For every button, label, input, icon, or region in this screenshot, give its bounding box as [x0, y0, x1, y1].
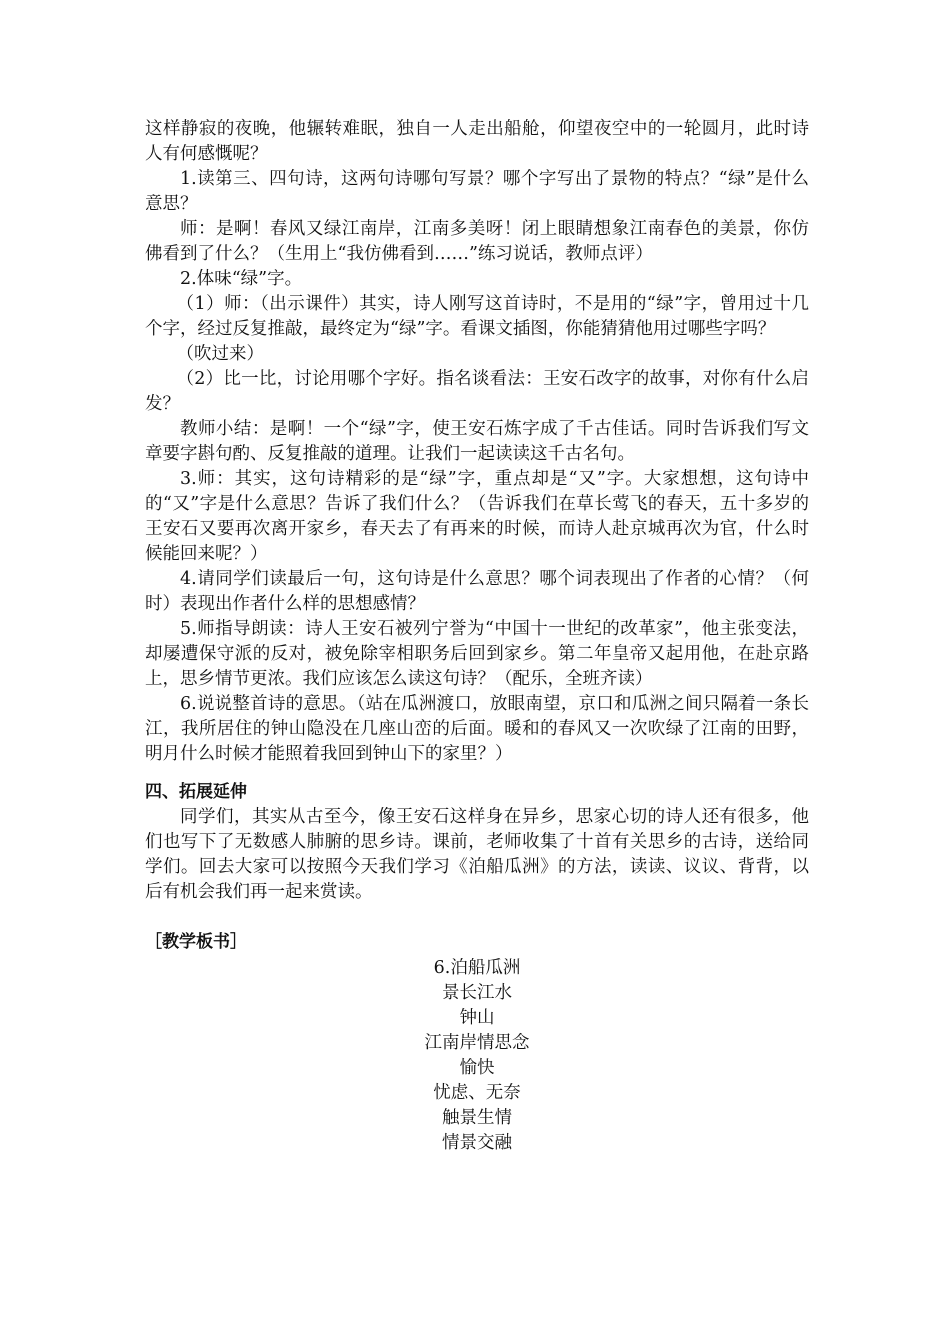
paragraph-step-6: 6.说说整首诗的意思。（站在瓜洲渡口，放眼南望，京口和瓜洲之间只隔着一条长江，我所居住的钟山隐没在几座山峦的后面。暖和的春风又一次吹绿了江南的田野，明月什么时候才能照着我回到钟山下的家里？） [145, 694, 809, 764]
paragraph-teacher-summary: 教师小结：是啊！一个“绿”字，使王安石炼字成了千古佳话。同时告诉我们写文章要字斟句酌、反复推敲的道理。让我们一起读读这千古名句。 [145, 419, 809, 464]
section-heading-extension: 四、拓展延伸 [145, 782, 247, 802]
paragraph-step-1: 1.读第三、四句诗，这两句诗哪句写景？哪个字写出了景物的特点？“绿”是什么意思？ [145, 169, 809, 214]
document-page [145, 117, 809, 1156]
paragraph-step-4: 4.请同学们读最后一句，这句诗是什么意思？哪个词表现出了作者的心情？（何时）表现出作者什么样的思想感情？ [145, 569, 809, 614]
board-line: 忧虑、无奈 [433, 1083, 521, 1103]
paragraph-step-3: 3.师：其实，这句诗精彩的是“绿”字，重点却是“又”字。大家想想，这句诗中的“又”字是什么意思？告诉了我们什么？（告诉我们在草长莺飞的春天，五十多岁的王安石又要再次离开家乡，春天去了有再来的时候，而诗人赴京城再次为官，什么时候能回来呢？） [145, 469, 809, 564]
board-heading: ［教学板书］ [145, 932, 247, 952]
board-line: 触景生情 [442, 1108, 512, 1128]
paragraph-extension: 同学们，其实从古至今，像王安石这样身在异乡，思家心切的诗人还有很多，他们也写下了无数感人肺腑的思乡诗。课前，老师收集了十首有关思乡的古诗，送给同学们。回去大家可以按照今天我们学习《泊船瓜洲》的方法，读读、议议、背背，以后有机会我们再一起来赏读。 [145, 807, 809, 902]
board-line: 江南岸情思念 [424, 1033, 530, 1053]
board-line: 景长江水 [442, 983, 512, 1003]
board-line-title: 6.泊船瓜洲 [433, 958, 521, 978]
board-line: 情景交融 [442, 1133, 512, 1153]
board-line: 愉快 [459, 1058, 495, 1078]
paragraph-chuiguolai: （吹过来） [176, 344, 264, 364]
paragraph-teacher-spring: 师：是啊！春风又绿江南岸，江南多美呀！闭上眼睛想象江南春色的美景，你仿佛看到了什么？（生用上“我仿佛看到……”练习说话，教师点评） [145, 219, 809, 264]
paragraph-intro: 这样静寂的夜晚，他辗转难眠，独自一人走出船舱，仰望夜空中的一轮圆月，此时诗人有何感慨呢？ [145, 119, 809, 164]
blackboard-outline [145, 956, 809, 1156]
paragraph-step-5: 5.师指导朗读：诗人王安石被列宁誉为“中国十一世纪的改革家”，他主张变法，却屡遭保守派的反对，被免除宰相职务后回到家乡。第二年皇帝又起用他，在赴京路上，思乡情节更浓。我们应该怎么读这句诗？（配乐，全班齐读） [145, 619, 809, 689]
paragraph-step-2-2: （2）比一比，讨论用哪个字好。指名谈看法：王安石改字的故事，对你有什么启发？ [145, 369, 809, 414]
paragraph-step-2-1: （1）师：（出示课件）其实，诗人刚写这首诗时，不是用的“绿”字，曾用过十几个字，经过反复推敲，最终定为“绿”字。看课文插图，你能猜猜他用过哪些字吗？ [145, 294, 809, 339]
board-line: 钟山 [459, 1008, 495, 1028]
paragraph-step-2: 2.体味“绿”字。 [180, 269, 303, 289]
